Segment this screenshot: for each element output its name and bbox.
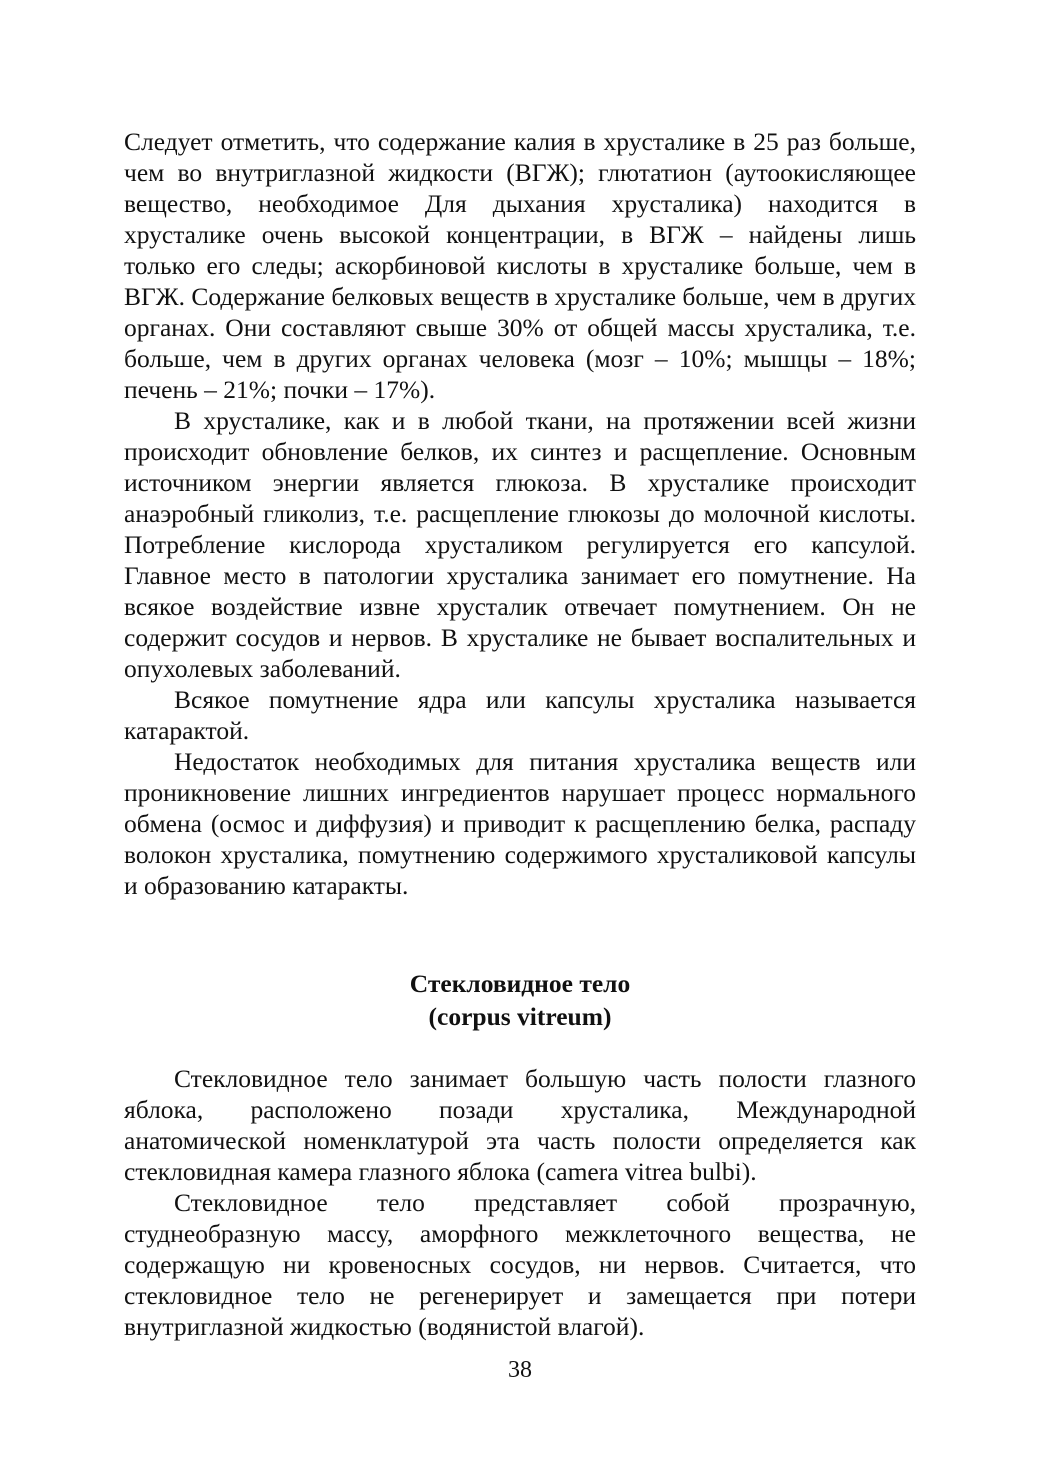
lens-metabolism-text xyxy=(124,126,916,901)
paragraph: Стекловидное тело представляет собой прозрачную, студнеобразную массу, аморфного межклеточного вещества, не содержащую ни кровеносных сосудов, ни нервов. Считается, что стекловидное тело не регенерирует и замещается при потери внутриглазной жидкостью (водянистой влагой). xyxy=(124,1188,916,1341)
section-heading: Стекловидное тело xyxy=(409,969,631,998)
paragraph: Всякое помутнение ядра или капсулы хрусталика называется катарактой. xyxy=(124,685,916,745)
page-number: 38 xyxy=(508,1357,532,1383)
paragraph: Следует отметить, что содержание калия в хрусталике в 25 раз больше, чем во внутриглазной жидкости (ВГЖ); глютатион (аутоокисляющее вещество, необходимое Для дыхания хрусталика) находится в хрусталике очень высокой концентрации, в ВГЖ – найдены лишь только его следы; аскорбиновой кислоты в хрусталике больше, чем в ВГЖ. Содержание белковых веществ в хрусталике больше, чем в других органах. Они составляют свыше 30% от общей массы хрусталика, т.е. больше, чем в других органах человека (мозг – 10%; мышцы – 18%; печень – 21%; почки – 17%). xyxy=(124,127,916,404)
paragraph: В хрусталике, как и в любой ткани, на протяжении всей жизни происходит обновление белков, их синтез и расщепление. Основным источником энергии является глюкоза. В хрусталике происходит анаэробный гликолиз, т.е. расщепление глюкозы до молочной кислоты. Потребление кислорода хрусталиком регулируется его капсулой. Главное место в патологии хрусталика занимает его помутнение. На всякое воздействие извне хрусталик отвечает помутнением. Он не содержит сосудов и нервов. В хрусталике не бывает воспалительных и опухолевых заболеваний. xyxy=(124,406,916,683)
paragraph: Стекловидное тело занимает большую часть полости глазного яблока, расположено позади хрусталика, Международной анатомической номенклатурой эта часть полости определяется как стекловидная камера глазного яблока (camera vitrea bulbi). xyxy=(124,1064,916,1186)
vitreous-body-text xyxy=(124,1063,916,1342)
paragraph: Недостаток необходимых для питания хрусталика веществ или проникновение лишних ингредиентов нарушает процесс нормального обмена (осмос и диффузия) и приводит к расщеплению белка, распаду волокон хрусталика, помутнению содержимого хрусталиковой капсулы и образованию катаракты. xyxy=(124,747,916,900)
section-subheading: (corpus vitreum) xyxy=(428,1002,612,1031)
